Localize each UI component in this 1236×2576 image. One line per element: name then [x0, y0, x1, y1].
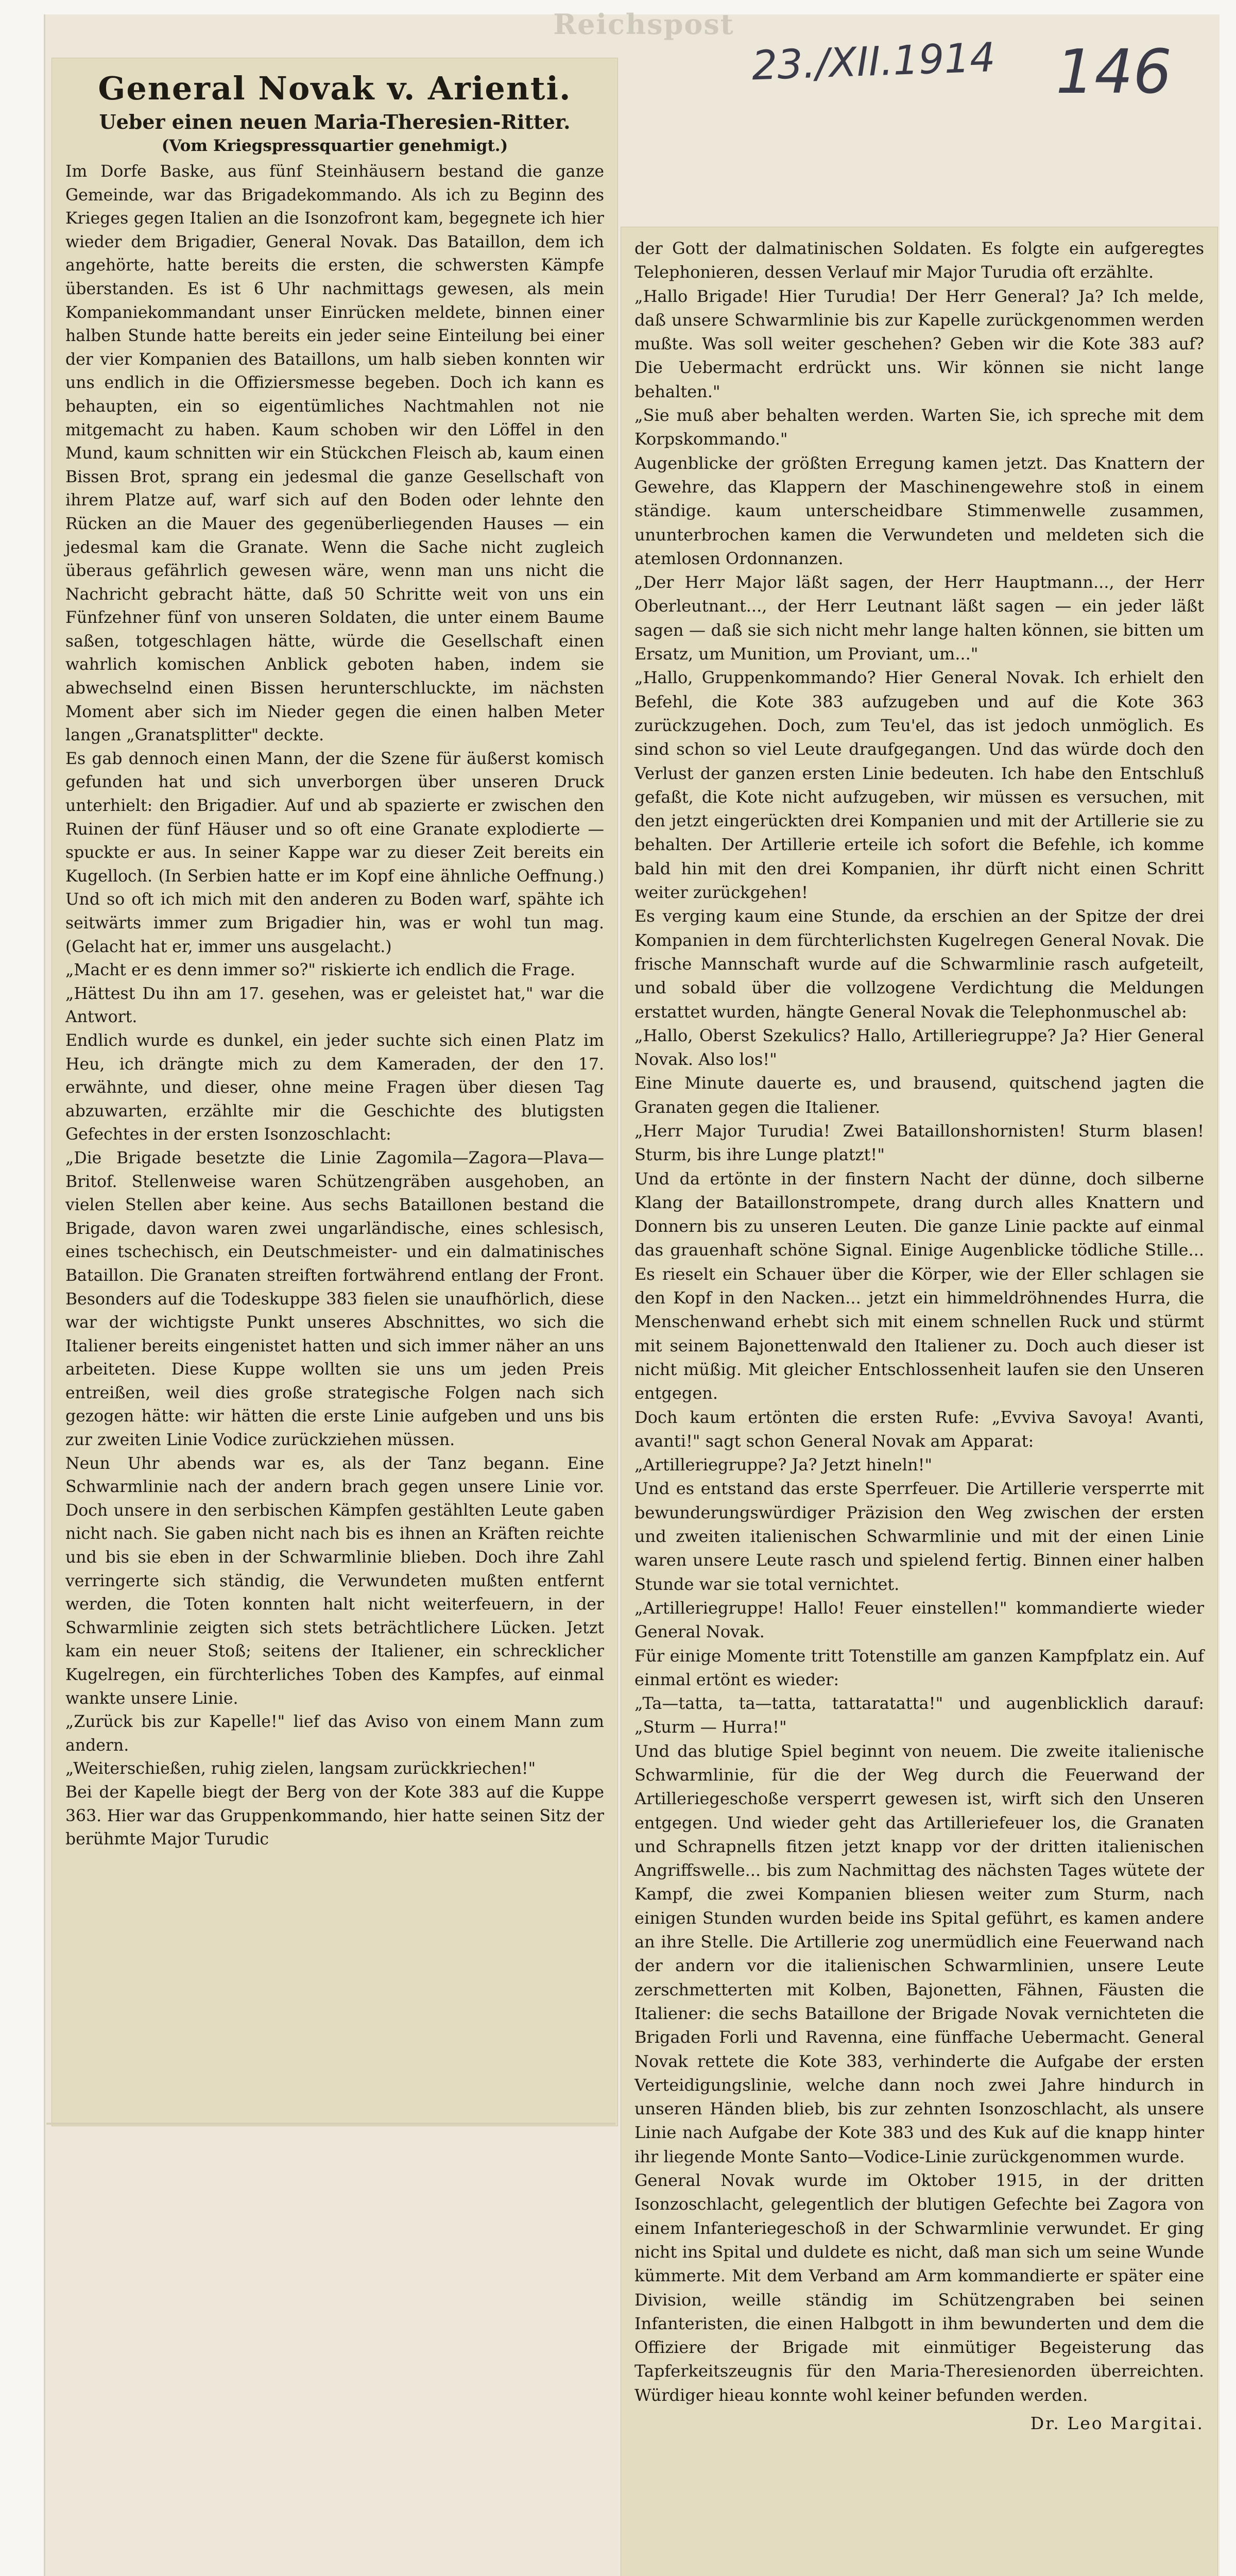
- article-column-left: [52, 58, 618, 2126]
- article-author: Dr. Leo Margitai.: [1030, 2413, 1204, 2434]
- handwritten-number: 146: [1056, 36, 1172, 107]
- article-column-right: [621, 227, 1218, 2576]
- article-headline: General Novak v. Arienti.: [98, 70, 572, 107]
- article-credit: (Vom Kriegspressquartier genehmigt.): [161, 137, 508, 155]
- handwritten-date: 23./XII.1914: [751, 34, 997, 90]
- clipping-edge: [46, 2123, 615, 2125]
- article-deck: Ueber einen neuen Maria-Theresien-Ritter.: [99, 110, 571, 133]
- article-body-part-2: der Gott der dalmatinischen Soldaten. Es folgte ein aufgeregtes Telephonieren, dessen Verlauf mir Major Turudia oft erzählte. „Hallo Brigade! Hier Turudia! Der Herr General? Ja? Ich melde, daß unsere Schwarmlinie bis zur Kapelle zurückgenommen werden mußte. Was soll weiter geschehen? Geben wir die Kote 383 auf? Die Uebermacht erdrückt uns. Wir können sie nicht lange behalten." „Sie muß aber behalten werden. Warten Sie, ich spreche mit dem Korpskommando." Augenblicke der größten Erregung kamen jetzt. Das Knattern der Gewehre, das Klappern der Maschinengewehre stoß in einem ständige. kaum unterscheidbare Stimmenwelle zusammen, ununterbrochen kamen die Verwundeten und meldeten sich die atemlosen Ordonnanzen. „Der Herr Major läßt sagen, der Herr Hauptmann..., der Herr Oberleutnant..., der Herr Leutnant läßt sagen — ein jeder läßt sagen — daß sie sich nicht mehr lange halten können, sie bitten um Ersatz, um Munition, um Proviant, um..." „Hallo, Gruppenkommando? Hier General Novak. Ich erhielt den Befehl, die Kote 383 aufzugeben und auf die Kote 363 zurückzugehen. Doch, zum Teu'el, das ist jedoch unmöglich. Es sind schon so viel Leute draufgegangen. Und das würde doch den Verlust der ganzen ersten Linie bedeuten. Ich habe den Entschluß gefaßt, die Kote nicht aufzugeben, wir müssen es versuchen, mit den jetzt eingerückten drei Kompanien und mit der Artillerie sie zu behalten. Der Artillerie erteile ich sofort die Befehle, ich komme bald hin mit den drei Kompanien, ihr dürft nicht einen Schritt weiter zurückgehen! Es verging kaum eine Stunde, da erschien an der Spitze der drei Kompanien in dem fürchterlichsten Kugelregen General Novak. Die frische Mannschaft wurde auf die Schwarmlinie rasch aufgeteilt, und sobald über die vollzogene Verdichtung die Meldungen erstattet wurden, hängte General Novak die Telephonmuschel ab: „Hallo, Oberst Szekulics? Hallo, Artilleriegruppe? Ja? Hier General Novak. Also los!" Eine Minute dauerte es, und brausend, quitschend jagten die Granaten gegen die Italiener. „Herr Major Turudia! Zwei Bataillonshornisten! Sturm blasen! Sturm, bis ihre Lunge platzt!" Und da ertönte in der finstern Nacht der dünne, doch silberne Klang der Bataillonstrompete, drang durch alles Knattern und Donnern bis zu unseren Leuten. Die ganze Linie packte auf einmal das grauenhaft schöne Signal. Einige Augenblicke tödliche Stille... Es rieselt ein Schauer über die Körper, wie der Eller schlagen sie den Kopf in den Nacken... jetzt ein himmeldröhnendes Hurra, die Menschenwand erhebt sich mit einem schnellen Ruck und stürmt mit seinem Bajonettenwald den Italiener zu. Doch auch dieser ist nicht müßig. Mit gleicher Entschlossenheit laufen sie den Unseren entgegen. Doch kaum ertönten die ersten Rufe: „Evviva Savoya! Avanti, avanti!" sagt schon General Novak am Apparat: „Artilleriegruppe? Ja? Jetzt hineln!" Und es entstand das erste Sperrfeuer. Die Artillerie versperrte mit bewunderungswürdiger Präzision den Weg zwischen der ersten und zweiten italienischen Schwarmlinie und mit der einen Linie waren unsere Leute rasch und spielend fertig. Binnen einer halben Stunde war sie total vernichtet. „Artilleriegruppe! Hallo! Feuer einstellen!" kommandierte wieder General Novak. Für einige Momente tritt Totenstille am ganzen Kampfplatz ein. Auf einmal ertönt es wieder: „Ta—tatta, ta—tatta, tattaratatta!" und augenblicklich darauf: „Sturm — Hurra!" Und das blutige Spiel beginnt von neuem. Die zweite italienische Schwarmlinie, für die der Weg durch die Feuerwand der Artilleriegeschoße versperrt gewesen ist, wirft sich den Unseren entgegen. Und wieder geht das Artilleriefeuer los, die Granaten und Schrapnells fitzen jetzt knapp vor der dritten italienischen Angriffswelle... bis zum Nachmittag des nächsten Tages wütete der Kampf, die zwei Kompanien bliesen weiter zum Sturm, nach einigen Stunden wurden beide ins Spital geführt, es kamen andere an ihre Stelle. Die Artillerie zog unermüdlich eine Feuerwand nach der andern vor die italienischen Schwarmlinien, unsere Leute zerschmetterten mit Kolben, Bajonetten, Fähnen, Fäusten die Italiener: die sechs Bataillone der Brigade Novak vernichteten die Brigaden Forli und Ravenna, eine fünffache Uebermacht. General Novak rettete die Kote 383, verhinderte die Aufgabe der ersten Verteidigungslinie, welche dann noch zwei Jahre hindurch in unseren Händen blieb, bis zur zehnten Isonzoschlacht, als unsere Linie nach Aufgabe der Kote 383 und des Kuk auf die knapp hinter ihr liegende Monte Santo—Vodice-Linie zurückgenommen wurde. General Novak wurde im Oktober 1915, in der dritten Isonzoschlacht, gelegentlich der blutigen Gefechte bei Zagora von einem Infanteriegeschoß in der Schwarmlinie verwundet. Er ging nicht ins Spital und duldete es nicht, daß man sich um seine Wunde kümmerte. Mit dem Verband am Arm kommandierte er später eine Division, weille ständig im Schützengraben bei seinen Infanteristen, die einen Halbgott in ihm bewunderten und dem die Offiziere der Brigade mit einmütiger Begeisterung das Tapferkeitszeugnis für den Maria-Theresienorden überreichten. Würdiger hieau konnte wohl keiner befunden werden.: [634, 239, 1204, 2405]
- article-body-part-1: Im Dorfe Baske, aus fünf Steinhäusern bestand die ganze Gemeinde, war das Brigadekommando. Als ich zu Beginn des Krieges gegen Italien an die Isonzofront kam, begegnete ich hier wieder dem Brigadier, General Novak. Das Bataillon, dem ich angehörte, hatte bereits die ersten, die schwersten Kämpfe überstanden. Es ist 6 Uhr nachmittags gewesen, als mein Kompaniekommandant unser Einrücken meldete, binnen einer halben Stunde hatte bereits ein jeder seine Einteilung bei einer der vier Kompanien des Bataillons, um halb sieben konnten wir uns endlich in die Offiziersmesse begeben. Doch ich kann es behaupten, ein so eigentümliches Nachtmahlen not nie mitgemacht zu haben. Kaum schoben wir den Löffel in den Mund, kaum schnitten wir ein Stückchen Fleisch ab, kaum einen Bissen Brot, sprang ein jedesmal die ganze Gesellschaft von ihrem Platze auf, warf sich auf den Boden oder lehnte den Rücken an die Mauer des gegenüberliegenden Hauses — ein jedesmal kam die Granate. Wenn die Sache nicht zugleich überaus gefährlich gewesen wäre, wenn man uns nicht die Nachricht gebracht hätte, daß 50 Schritte weit von uns ein Fünfzehner fünf von unseren Soldaten, die unter einem Baume saßen, totgeschlagen hätte, würde die Gesellschaft einen wahrlich komischen Anblick geboten haben, indem sie abwechselnd einen Bissen herunterschluckte, im nächsten Moment aber sich im Nieder gegen die einen halben Meter langen „Granatsplitter" deckte. Es gab dennoch einen Mann, der die Szene für äußerst komisch gefunden hat und sich unverborgen über unseren Druck unterhielt: den Brigadier. Auf und ab spazierte er zwischen den Ruinen der fünf Häuser und so oft eine Granate explodierte — spuckte er aus. In seiner Kappe war zu dieser Zeit bereits ein Kugelloch. (In Serbien hatte er im Kopf eine ähnliche Oeffnung.) Und so oft ich mich mit den anderen zu Boden warf, spähte ich seitwärts immer zum Brigadier hin, was er wohl tun mag. (Gelacht hat er, immer uns ausgelacht.) „Macht er es denn immer so?" riskierte ich endlich die Frage. „Hättest Du ihn am 17. gesehen, was er geleistet hat," war die Antwort. Endlich wurde es dunkel, ein jeder suchte sich einen Platz im Heu, ich drängte mich zu dem Kameraden, der den 17. erwähnte, und dieser, ohne meine Fragen über diesen Tag abzuwarten, erzählte mir die Geschichte des blutigsten Gefechtes in der ersten Isonzoschlacht: „Die Brigade besetzte die Linie Zagomila—Zagora—Plava—Britof. Stellenweise waren Schützengräben ausgehoben, an vielen Stellen aber keine. Aus sechs Bataillonen bestand die Brigade, davon waren zwei ungarländische, eines schlesisch, eines tschechisch, ein Deutschmeister- und ein dalmatinisches Bataillon. Die Granaten streiften fortwährend entlang der Front. Besonders auf die Todeskuppe 383 fielen sie unaufhörlich, diese war der wichtigste Punkt unseres Abschnittes, wo sich die Italiener bereits eingenistet hatten und sich immer näher an uns arbeiteten. Diese Kuppe wollten sie uns um jeden Preis entreißen, weil dies große strategische Folgen nach sich gezogen hätte: wir hätten die erste Linie aufgeben und uns bis zur zweiten Linie Vodice zurückziehen müssen. Neun Uhr abends war es, als der Tanz begann. Eine Schwarmlinie nach der andern brach gegen unsere Linie vor. Doch unsere in den serbischen Kämpfen gestählten Leute gaben nicht nach. Sie gaben nicht nach bis es ihnen an Kräften reichte und bis sie eben in der Schwarmlinie blieben. Doch ihre Zahl verringerte sich ständig, die Verwundeten mußten entfernt werden, die Toten konnten halt nicht weiterfeuern, in der Schwarmlinie zeigten sich stets beträchtlichere Lücken. Jetzt kam ein neuer Stoß; seitens der Italiener, ein schrecklicher Kugelregen, ein fürchterliches Toben des Kampfes, auf einmal wankte unsere Linie. „Zurück bis zur Kapelle!" lief das Aviso von einem Mann zum andern. „Weiterschießen, ruhig zielen, langsam zurückkriechen!" Bei der Kapelle biegt der Berg von der Kote 383 auf die Kuppe 363. Hier war das Gruppenkommando, hier hatte seinen Sitz der berühmte Major Turudic: [65, 162, 604, 1849]
- newspaper-masthead-stamp: Reichspost: [553, 8, 734, 41]
